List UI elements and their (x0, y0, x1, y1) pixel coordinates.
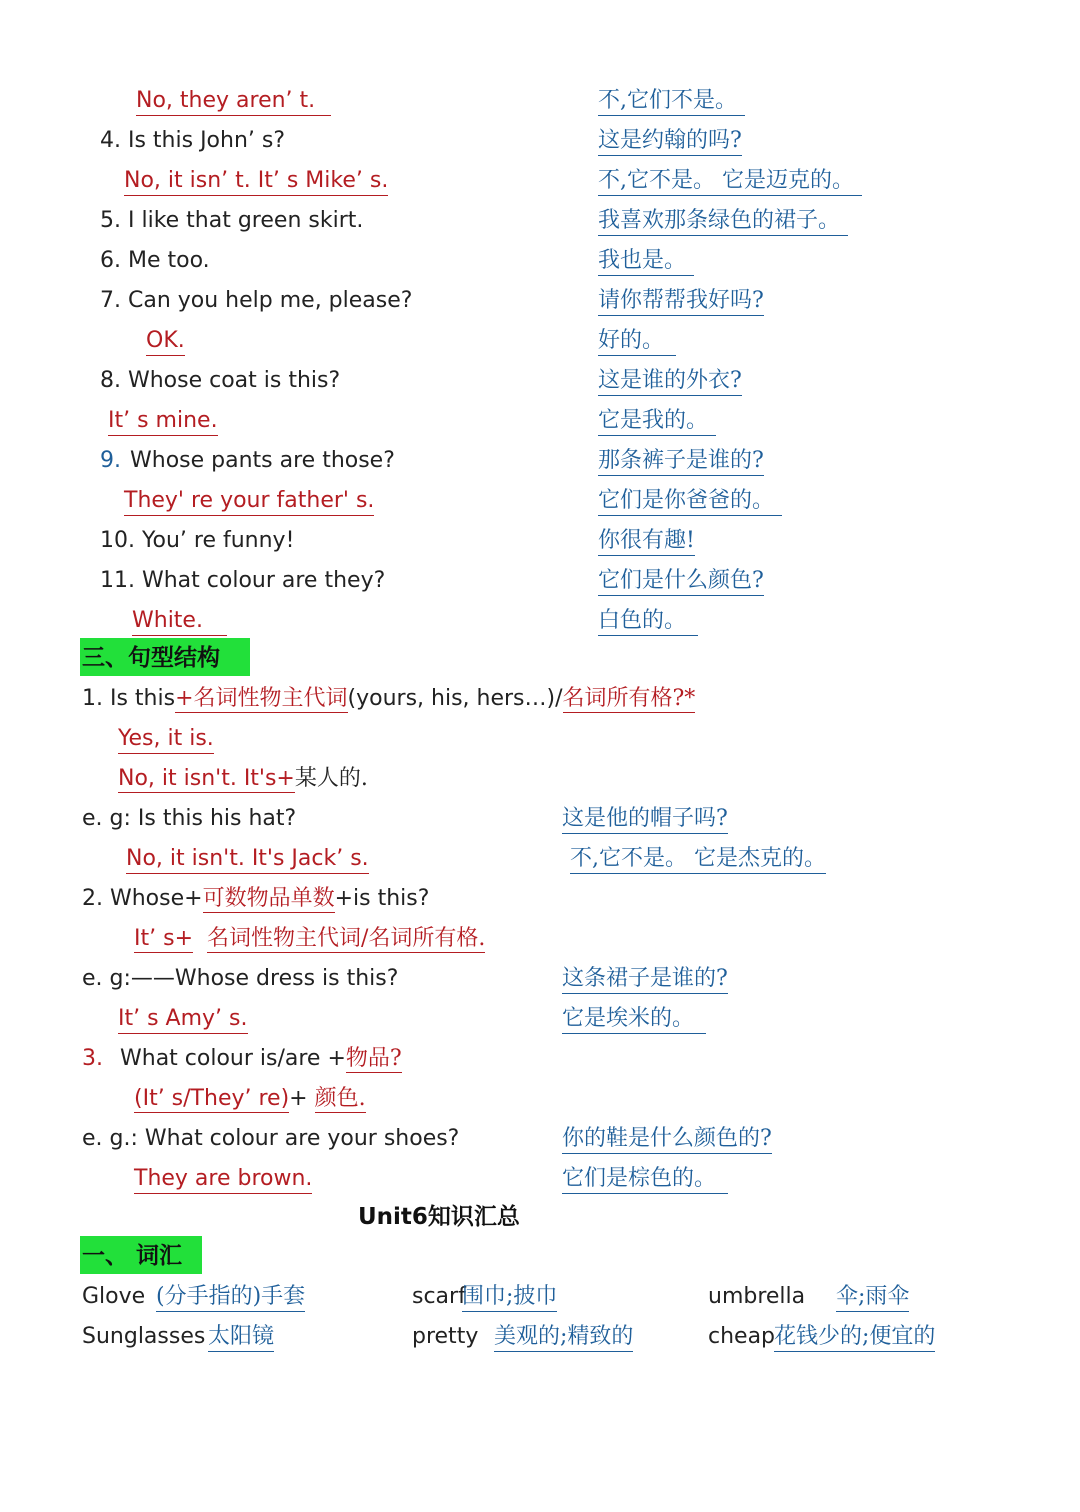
vocab-word: scarf (412, 1284, 466, 1309)
pattern-answer: Yes, it is. (118, 726, 214, 754)
example-en: e. g:——Whose dress is this? (82, 966, 399, 991)
vocab-word: Sunglasses (82, 1324, 206, 1349)
answer-cn: 白色的。 (598, 608, 698, 636)
section-heading: 一、 词汇 (82, 1243, 183, 1269)
example-answer: It’ s Amy’ s. (118, 1006, 248, 1034)
vocab-meaning: (分手指的)手套 (156, 1284, 305, 1312)
example-answer-cn: 它是埃米的。 (562, 1006, 706, 1034)
answer-en: No, they aren’ t. (136, 88, 331, 116)
question-cn: 它们是什么颜色? (598, 568, 764, 596)
answer-cn: 它是我的。 (598, 408, 716, 436)
section-heading: 三、句型结构 (82, 645, 220, 671)
example-cn: 你的鞋是什么颜色的? (562, 1126, 772, 1154)
question-en: 8. Whose coat is this? (100, 368, 341, 393)
question-cn: 这是约翰的吗? (598, 128, 742, 156)
vocab-meaning: 花钱少的;便宜的 (774, 1324, 935, 1352)
example-cn: 这条裙子是谁的? (562, 966, 728, 994)
example-answer-cn: 它们是棕色的。 (562, 1166, 728, 1194)
question-cn: 这是谁的外衣? (598, 368, 742, 396)
example-en: e. g: Is this his hat? (82, 806, 297, 831)
answer-cn: 不,它们不是。 (598, 88, 745, 116)
answer-cn: 好的。 (598, 328, 676, 356)
pattern-text: 2. Whose+可数物品单数+is this? (82, 886, 430, 911)
answer-en: No, it isn’ t. It’ s Mike’ s. (124, 168, 388, 196)
unit-title: Unit6知识汇总 (358, 1204, 520, 1230)
sentence-en: 5. I like that green skirt. (100, 208, 364, 233)
example-answer-cn: 不,它不是。 它是杰克的。 (570, 846, 826, 874)
vocab-meaning: 太阳镜 (208, 1324, 274, 1352)
sentence-cn: 我喜欢那条绿色的裙子。 (598, 208, 848, 236)
answer-en: They' re your father' s. (124, 488, 374, 516)
question-en: Whose pants are those? (130, 448, 395, 473)
vocab-word: pretty (412, 1324, 479, 1349)
answer-cn: 不,它不是。 它是迈克的。 (598, 168, 862, 196)
answer-en: It’ s mine. (108, 408, 218, 436)
item-number: 3. (82, 1046, 103, 1071)
example-answer: They are brown. (134, 1166, 312, 1194)
pattern-text: What colour is/are +物品? (120, 1046, 402, 1071)
answer-cn: 它们是你爸爸的。 (598, 488, 782, 516)
example-cn: 这是他的帽子吗? (562, 806, 728, 834)
vocab-meaning: 美观的;精致的 (494, 1324, 633, 1352)
answer-en: White. (132, 608, 227, 636)
answer-en: OK. (146, 328, 185, 356)
pattern-answer: (It’ s/They’ re)+ 颜色. (134, 1086, 366, 1111)
sentence-cn: 你很有趣! (598, 528, 695, 556)
vocab-word: umbrella (708, 1284, 806, 1309)
vocab-meaning: 伞;雨伞 (836, 1284, 909, 1312)
vocab-meaning: 围巾;披巾 (462, 1284, 557, 1312)
sentence-en: 6. Me too. (100, 248, 210, 273)
example-answer: No, it isn't. It's Jack’ s. (126, 846, 369, 874)
question-cn: 请你帮帮我好吗? (598, 288, 764, 316)
pattern-text: 1. Is this+名词性物主代词(yours, his, hers…)/名词所有格?* (82, 686, 696, 711)
item-number: 9. (100, 448, 121, 473)
sentence-en: 10. You’ re funny! (100, 528, 295, 553)
pattern-answer: It’ s+ 名词性物主代词/名词所有格. (134, 926, 486, 951)
question-cn: 那条裤子是谁的? (598, 448, 764, 476)
example-en: e. g.: What colour are your shoes? (82, 1126, 460, 1151)
pattern-answer: No, it isn't. It's+某人的. (118, 766, 368, 791)
question-en: 4. Is this John’ s? (100, 128, 286, 153)
question-en: 7. Can you help me, please? (100, 288, 413, 313)
vocab-word: cheap (708, 1324, 776, 1349)
vocab-word: Glove (82, 1284, 146, 1309)
question-en: 11. What colour are they? (100, 568, 386, 593)
sentence-cn: 我也是。 (598, 248, 694, 276)
